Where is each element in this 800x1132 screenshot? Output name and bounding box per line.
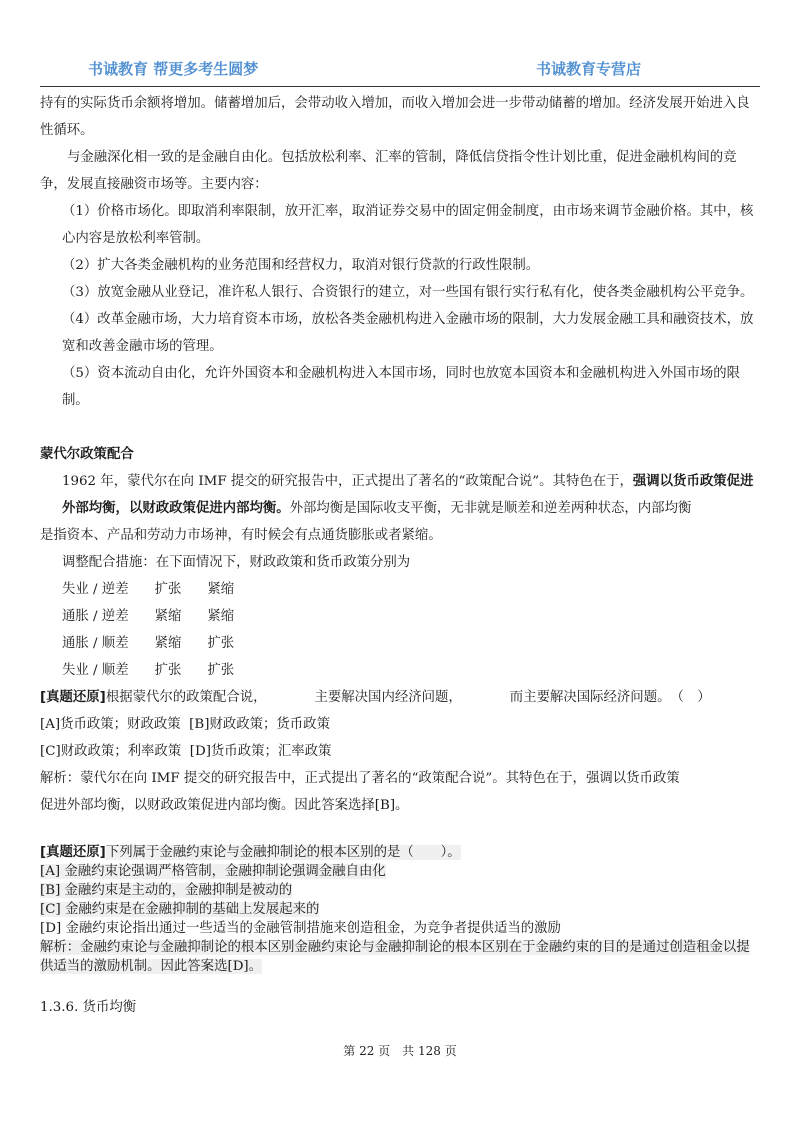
document-body (40, 90, 762, 1021)
paragraph-mundell-line2: 是指资本、产品和劳动力市场神，有时候会有点通货膨胀或者紧缩。 (40, 528, 442, 543)
question-2-option-d: [D] 金融约束论指出通过一些适当的金融管制措施来创造租金，为竞争者提供适当的激励 (40, 921, 561, 936)
list-item: （2）扩大各类金融机构的业务范围和经营权力，取消对银行贷款的行政性限制。 (62, 258, 540, 273)
policy-monetary: 扩张 (207, 663, 235, 678)
policy-row (40, 657, 762, 684)
page-footer: 第 22 页 共 128 页 (343, 1044, 457, 1058)
measures-intro: 调整配合措施：在下面情况下，财政政策和货币政策分别为 (62, 555, 411, 570)
header-divider (40, 86, 760, 87)
paragraph-mundell (40, 468, 762, 522)
question-2-option-a: [A] 金融约束论强调严格管制，金融抑制论强调金融自由化 (40, 864, 386, 879)
paragraph-continuation: 持有的实际货币余额将增加。储蓄增加后，会带动收入增加，而收入增加会进一步带动储蓄的增加。经济发展开始进入良性循环。 (40, 96, 750, 138)
policy-state: 失业 / 逆差 (62, 582, 129, 597)
question-1-analysis-line2: 促进外部均衡，以财政政策促进内部均衡。因此答案选择[B]。 (40, 798, 409, 813)
policy-state: 通胀 / 顺差 (62, 636, 129, 651)
next-section-heading: 1.3.6. 货币均衡 (40, 1000, 137, 1015)
question-1-options-cd (40, 738, 762, 765)
policy-monetary: 紧缩 (207, 582, 235, 597)
question-1-stem (40, 684, 762, 711)
mundell-key-point: 强调以货币政策促进外部均衡，以财政政策促进内部均衡。 (62, 474, 754, 516)
section-heading: 蒙代尔政策配合 (40, 447, 134, 462)
paragraph-financial-liberalization: 与金融深化相一致的是金融自由化。包括放松利率、汇率的管制，降低信贷指令性计划比重，促进金融机构间的竞争，发展直接融资市场等。主要内容： (40, 150, 737, 192)
question-stem-b: 主要解决国内经济问题， (314, 690, 462, 705)
question-2-analysis: 解析：金融约束论与金融抑制论的根本区别金融约束论与金融抑制论的根本区别在于金融约束的目的是通过创造租金以提供适当的激励机制。因此答案选[D]。 (40, 940, 750, 974)
option-c: [C]财政政策；利率政策 (40, 744, 182, 759)
option-b: [B]财政政策；货币政策 (189, 717, 330, 732)
policy-state: 失业 / 顺差 (62, 663, 129, 678)
question-2-stem (40, 843, 762, 862)
option-a: [A]货币政策；财政政策 (40, 717, 181, 732)
question-tag: [真题还原] (40, 690, 106, 705)
policy-fiscal: 扩张 (154, 663, 182, 678)
mundell-text-end: 外部均衡是国际收支平衡，无非就是顺差和逆差两种状态，内部均衡 (289, 501, 692, 516)
policy-state: 通胀 / 逆差 (62, 609, 129, 624)
list-item: （1）价格市场化。即取消利率限制，放开汇率，取消证券交易中的固定佣金制度，由市场来调节金融价格。其中，核心内容是放松利率管制。 (62, 204, 754, 246)
policy-monetary: 扩张 (207, 636, 235, 651)
question-stem: 下列属于金融约束论与金融抑制论的根本区别的是（ ）。 (105, 845, 461, 860)
question-stem-a: 根据蒙代尔的政策配合说， (105, 690, 267, 705)
policy-row (40, 630, 762, 657)
policy-row (40, 576, 762, 603)
policy-row (40, 603, 762, 630)
mundell-text-start: 1962 年，蒙代尔在向 IMF 提交的研究报告中，正式提出了著名的“政策配合说”。其特色在于， (62, 474, 633, 489)
policy-monetary: 紧缩 (207, 609, 235, 624)
policy-fiscal: 扩张 (154, 582, 182, 597)
list-item: （5）资本流动自由化，允许外国资本和金融机构进入本国市场，同时也放宽本国资本和金融机构进入外国市场的限制。 (62, 366, 741, 408)
question-2-option-b: [B] 金融约束是主动的，金融抑制是被动的 (40, 883, 293, 898)
question-stem-c: 而主要解决国际经济问题。 （ ） (509, 690, 711, 705)
list-item: （3）放宽金融从业登记，准许私人银行、合资银行的建立，对一些国有银行实行私有化，使各类金融机构公平竞争。 (62, 285, 754, 300)
option-d: [D]货币政策；汇率政策 (189, 744, 332, 759)
question-tag: [真题还原] (40, 845, 106, 860)
header-left-brand: 书诚教育 帮更多考生圆梦 (88, 60, 259, 78)
question-1-options-ab (40, 711, 762, 738)
question-2-option-c: [C] 金融约束是在金融抑制的基础上发展起来的 (40, 902, 320, 917)
policy-fiscal: 紧缩 (154, 609, 182, 624)
list-item: （4）改革金融市场，大力培育资本市场，放松各类金融机构进入金融市场的限制，大力发展金融工具和融资技术，放宽和改善金融市场的管理。 (62, 312, 754, 354)
policy-fiscal: 紧缩 (154, 636, 182, 651)
header-right-store: 书诚教育专营店 (536, 60, 642, 78)
question-1-analysis-line1: 解析：蒙代尔在向 IMF 提交的研究报告中，正式提出了著名的“政策配合说”。其特色在于，强调以货币政策 (40, 771, 680, 786)
